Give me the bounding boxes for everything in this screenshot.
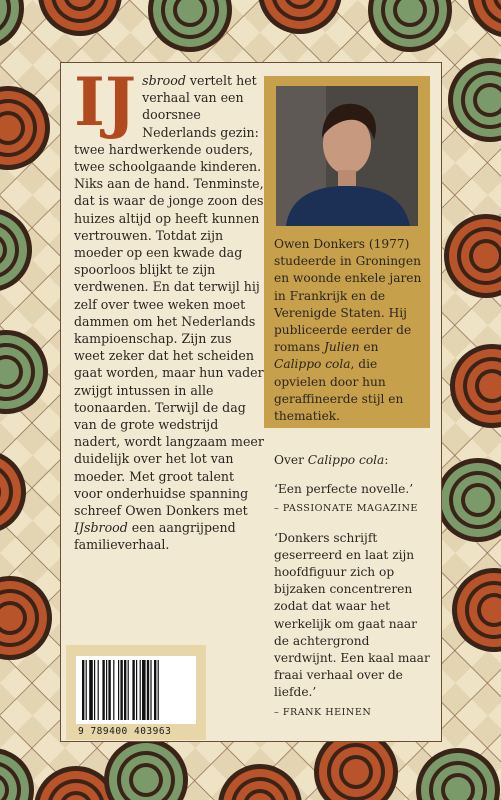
bio-book-1: Julien: [323, 340, 360, 355]
barcode-bar: [128, 660, 129, 720]
reviews: [274, 452, 434, 733]
drop-cap: IJ: [74, 63, 137, 141]
barcode-bar: [94, 660, 95, 720]
review-quote-2: ‘Donkers schrijft geserreerd en laat zijn hoofdfiguur zich op bijzaken concentreren zodat dat waar het werkelijk om gaat naar de achtergrond verdwijnt. Een kaal maar fraai verhaal over de liefde.’: [274, 530, 430, 700]
reviews-intro-suffix: :: [384, 453, 389, 467]
isbn-number: 9 789400 403963: [78, 726, 172, 737]
bio-text-3: , die opvielen door hun geraffineerde stijl en thematiek.: [274, 357, 404, 424]
barcode-bar: [136, 660, 137, 720]
barcode-bar: [124, 660, 126, 720]
blurb-lead-italic: sbrood: [142, 73, 186, 88]
barcode-bar: [89, 660, 93, 720]
bio-text-1: Owen Donkers (1977) studeerde in Groningen en woonde enkele jaren in Frankrijk en de Verenigde Staten. Hij publiceerde eerder de romans: [274, 237, 422, 355]
book-blurb: [74, 63, 264, 554]
barcode-bar: [158, 660, 159, 720]
barcode-bar: [132, 660, 134, 720]
barcode-bar: [108, 660, 110, 720]
reviews-intro-title: Calippo cola: [307, 453, 385, 467]
barcode-bar: [102, 660, 104, 720]
review-quote-1: ‘Een perfecte novelle.’: [274, 482, 414, 497]
reviews-intro-prefix: Over: [274, 453, 308, 467]
barcode-bar: [120, 660, 122, 720]
barcode-bar: [106, 660, 107, 720]
barcode: [76, 656, 196, 724]
barcode-bar: [140, 660, 141, 720]
blurb-body-1: vertelt het verhaal van een doorsnee Nederlands gezin: twee hardwerkende ouders, twee schoolgaande kinderen. Niks aan de hand. Tenminste, dat is waar de jonge zoon des huizes altijd op heeft kunnen vertrouwen. Totdat zijn moeder op een kwade dag spoorloos blijkt te zijn verdwenen. En dat terwijl hij zelf over twee weken moet dammen om het Nederlands kampioenschap. Zijn zus weet zeker dat het scheiden gaat worden, maar hun vader zwijgt intussen in alle toonaarden. Terwijl de dag van de grote wedstrijd nadert, wordt langzaam meer duidelijk over het lot van moeder. Met groot talent voor onderhuidse spanning schreef Owen Donkers met: [74, 73, 264, 519]
author-bio: [274, 236, 426, 425]
blurb-title-italic: IJsbrood: [74, 520, 128, 536]
bio-book-2: Calippo cola: [274, 357, 351, 372]
bio-text-2: en: [359, 340, 379, 355]
barcode-bar: [154, 660, 156, 720]
barcode-bar: [86, 660, 87, 720]
barcode-bar: [150, 660, 151, 720]
blurb-body-2: een aangrijpend familieverhaal.: [74, 520, 236, 553]
review-source-2: – FRANK HEINEN: [274, 706, 372, 718]
blurb-text: [74, 63, 264, 554]
barcode-bar: [142, 660, 146, 720]
barcode-bar: [113, 660, 114, 720]
barcode-bar: [82, 660, 84, 720]
barcode-bar: [98, 660, 99, 720]
review-source-1: – PASSIONATE MAGAZINE: [274, 503, 418, 515]
reviews-intro: [274, 452, 434, 469]
barcode-bar: [118, 660, 119, 720]
author-photo: [276, 86, 418, 226]
barcode-bar: [147, 660, 149, 720]
